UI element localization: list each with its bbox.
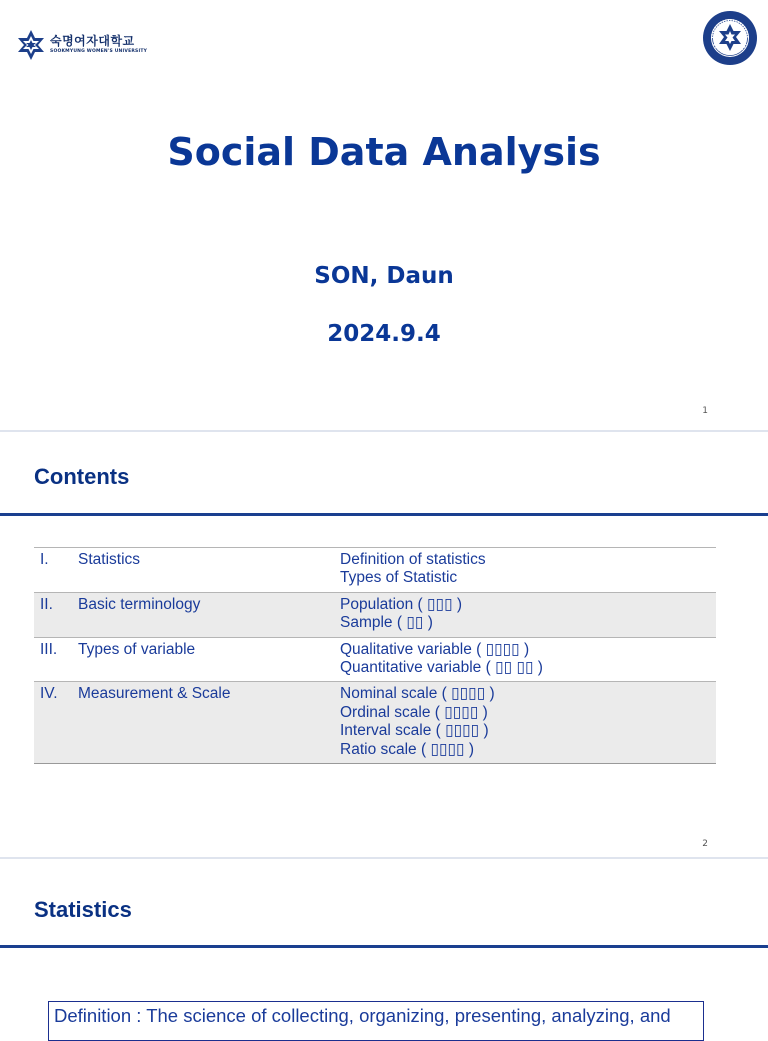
row-item: Ratio scale ( ▯▯▯▯ ) — [340, 740, 475, 758]
slide-heading: Contents — [34, 464, 130, 489]
row-number: III. — [40, 640, 58, 658]
table-row — [34, 637, 716, 682]
page-number: 2 — [702, 839, 708, 849]
row-number: IV. — [40, 685, 58, 703]
row-topic: Basic terminology — [78, 595, 201, 613]
heading-rule — [0, 945, 768, 948]
row-item: Qualitative variable ( ▯▯▯▯ ) — [340, 640, 530, 658]
slide-heading: Statistics — [34, 897, 132, 922]
definition-box: Definition : The science of collecting, organizing, presenting, analyzing, and — [48, 1001, 704, 1041]
row-item: Interval scale ( ▯▯▯▯ ) — [340, 722, 489, 740]
title-slide — [0, 0, 768, 430]
row-item: Quantitative variable ( ▯▯ ▯▯ ) — [340, 659, 543, 677]
statistics-slide — [0, 860, 768, 1024]
table-row — [34, 592, 716, 637]
presentation-title: Social Data Analysis — [167, 130, 601, 174]
row-items — [340, 548, 716, 593]
row-item: Types of Statistic — [340, 569, 458, 587]
row-topic: Measurement & Scale — [78, 685, 231, 703]
row-item: Population ( ▯▯▯ ) — [340, 595, 463, 613]
star-logo-icon — [16, 29, 46, 61]
university-seal-icon — [702, 10, 758, 66]
slide-separator — [0, 430, 768, 432]
row-topic: Types of variable — [78, 640, 196, 658]
author-name: SON, Daun — [314, 263, 454, 289]
row-item: Ordinal scale ( ▯▯▯▯ ) — [340, 703, 488, 721]
page-number: 1 — [702, 406, 708, 416]
row-items — [340, 682, 716, 764]
slide-separator — [0, 857, 768, 859]
row-item: Definition of statistics — [340, 551, 486, 568]
row-item: Sample ( ▯▯ ) — [340, 614, 433, 632]
row-items — [340, 637, 716, 682]
table-row — [34, 548, 716, 593]
logo-korean-name: 숙명여자대학교 — [50, 34, 135, 49]
heading-rule — [0, 513, 768, 516]
table-row — [34, 682, 716, 764]
row-topic: Statistics — [78, 551, 141, 568]
presentation-date: 2024.9.4 — [327, 321, 441, 347]
row-number: I. — [40, 551, 49, 568]
logo-english-name: SOOKMYUNG WOMEN'S UNIVERSITY — [50, 49, 148, 55]
contents-table — [34, 547, 716, 764]
row-number: II. — [40, 595, 53, 613]
row-items — [340, 592, 716, 637]
row-item: Nominal scale ( ▯▯▯▯ ) — [340, 685, 495, 703]
contents-slide — [0, 433, 768, 857]
university-logo — [16, 29, 147, 61]
